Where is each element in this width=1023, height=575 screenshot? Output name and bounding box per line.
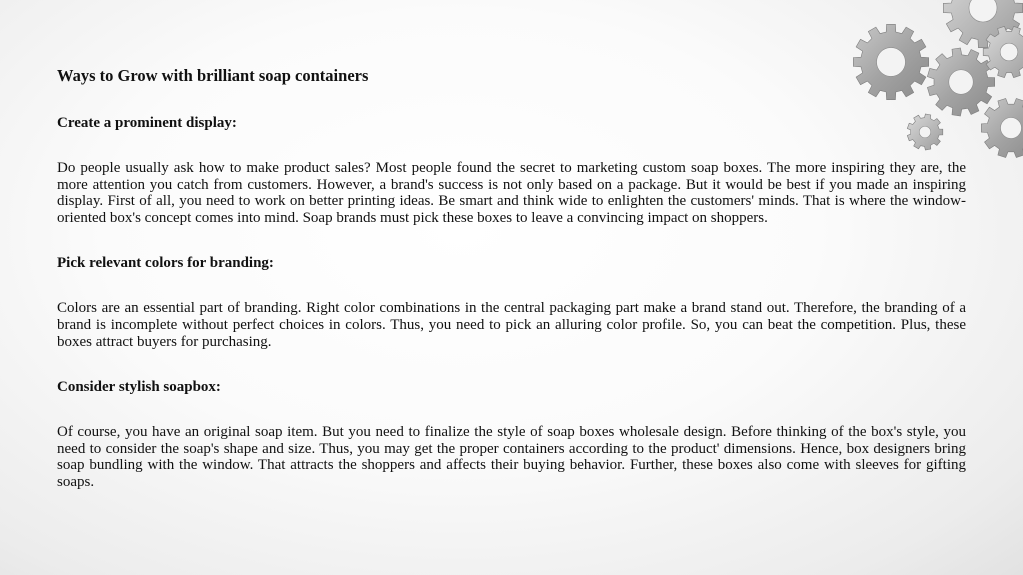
section-heading-display: Create a prominent display:: [57, 115, 237, 131]
section-heading-colors: Pick relevant colors for branding:: [57, 255, 274, 272]
section-body-soapbox: Of course, you have an original soap item. But you need to finalize the style of soap boxes wholesale design. Before thinking of the box's style, you need to consider the soap's shape and size. Thus, you may get the proper containers according to the product' dimensions. Hence, box designers bring soap bundling with the window. That attracts the shoppers and affects their buying behavior. Further, these boxes also come with sleeves for gifting soaps.: [57, 424, 966, 490]
document-body: [57, 66, 966, 491]
section-body-colors: Colors are an essential part of branding. Right color combinations in the central packaging part make a brand stand out. Therefore, the branding of a brand is incomplete without perfect choices in colors. Thus, you need to pick an alluring color profile. So, you can beat the competition. Plus, these boxes attract buyers for purchasing.: [57, 300, 966, 350]
section-body-display: Do people usually ask how to make product sales? Most people found the secret to marketing custom soap boxes. The more inspiring they are, the more attention you catch from customers. However, a brand's success is not only based on a package. But it would be best if you made an inspiring display. First of all, you need to work on better printing ideas. Be smart and think wide to enlighten the customers' minds. That is where the window-oriented box's concept comes into mind. Soap brands must pick these boxes to leave a convincing impact on shoppers.: [57, 160, 966, 226]
page-title: Ways to Grow with brilliant soap containers: [57, 66, 369, 85]
section-heading-soapbox: Consider stylish soapbox:: [57, 379, 221, 396]
